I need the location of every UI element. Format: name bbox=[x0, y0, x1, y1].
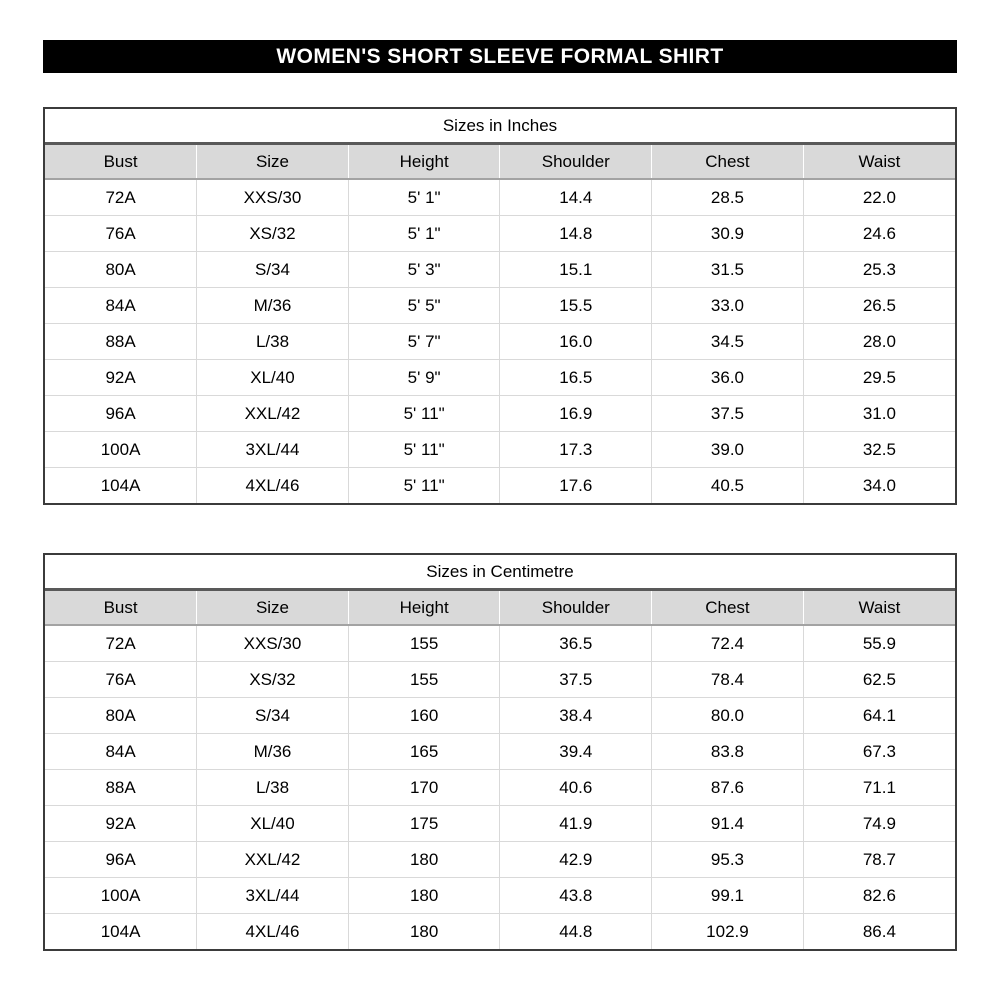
table-row bbox=[45, 662, 955, 698]
column-header-height: Height bbox=[348, 144, 500, 180]
table-row bbox=[45, 288, 955, 324]
table-cell-shoulder: 42.9 bbox=[500, 842, 652, 878]
table-row bbox=[45, 734, 955, 770]
table-cell-size: XL/40 bbox=[197, 806, 349, 842]
table-cell-height: 5' 1" bbox=[348, 179, 500, 216]
table-cell-bust: 104A bbox=[45, 468, 197, 504]
table-cell-shoulder: 15.1 bbox=[500, 252, 652, 288]
table-row bbox=[45, 432, 955, 468]
table-cell-height: 5' 1" bbox=[348, 216, 500, 252]
table-cell-bust: 72A bbox=[45, 625, 197, 662]
table-cell-size: XS/32 bbox=[197, 216, 349, 252]
table-cell-chest: 80.0 bbox=[652, 698, 804, 734]
table-cell-height: 5' 9" bbox=[348, 360, 500, 396]
table-cell-shoulder: 39.4 bbox=[500, 734, 652, 770]
table-cell-chest: 83.8 bbox=[652, 734, 804, 770]
column-header-waist: Waist bbox=[803, 590, 955, 626]
table-cell-chest: 31.5 bbox=[652, 252, 804, 288]
table-cell-height: 180 bbox=[348, 914, 500, 950]
table-cell-size: M/36 bbox=[197, 734, 349, 770]
table-cell-waist: 86.4 bbox=[803, 914, 955, 950]
table-cell-waist: 28.0 bbox=[803, 324, 955, 360]
column-header-shoulder: Shoulder bbox=[500, 590, 652, 626]
table-cell-size: XS/32 bbox=[197, 662, 349, 698]
inches-table-body bbox=[45, 179, 955, 503]
table-cell-bust: 96A bbox=[45, 842, 197, 878]
table-cell-chest: 36.0 bbox=[652, 360, 804, 396]
table-row bbox=[45, 842, 955, 878]
table-cell-bust: 76A bbox=[45, 662, 197, 698]
table-cell-shoulder: 17.6 bbox=[500, 468, 652, 504]
table-cell-bust: 96A bbox=[45, 396, 197, 432]
table-cell-chest: 99.1 bbox=[652, 878, 804, 914]
table-cell-chest: 102.9 bbox=[652, 914, 804, 950]
table-cell-bust: 84A bbox=[45, 734, 197, 770]
column-header-height: Height bbox=[348, 590, 500, 626]
table-title-row bbox=[45, 555, 955, 590]
table-cell-waist: 32.5 bbox=[803, 432, 955, 468]
table-cell-size: 4XL/46 bbox=[197, 914, 349, 950]
table-cell-height: 180 bbox=[348, 842, 500, 878]
table-title: Sizes in Centimetre bbox=[45, 555, 955, 590]
table-cell-waist: 25.3 bbox=[803, 252, 955, 288]
table-cell-size: XXS/30 bbox=[197, 179, 349, 216]
table-cell-waist: 64.1 bbox=[803, 698, 955, 734]
size-table-centimetre bbox=[43, 553, 957, 951]
size-chart-page bbox=[0, 40, 1000, 1000]
column-header-size: Size bbox=[197, 590, 349, 626]
table-row bbox=[45, 179, 955, 216]
table-row bbox=[45, 914, 955, 950]
table-row bbox=[45, 625, 955, 662]
table-cell-bust: 84A bbox=[45, 288, 197, 324]
table-cell-chest: 30.9 bbox=[652, 216, 804, 252]
table-cell-waist: 24.6 bbox=[803, 216, 955, 252]
table-cell-size: L/38 bbox=[197, 770, 349, 806]
column-header-size: Size bbox=[197, 144, 349, 180]
column-header-chest: Chest bbox=[652, 590, 804, 626]
table-cell-chest: 33.0 bbox=[652, 288, 804, 324]
centimetre-table bbox=[45, 555, 955, 949]
table-row bbox=[45, 396, 955, 432]
table-cell-size: 3XL/44 bbox=[197, 878, 349, 914]
table-cell-size: S/34 bbox=[197, 698, 349, 734]
table-cell-waist: 74.9 bbox=[803, 806, 955, 842]
table-cell-size: 4XL/46 bbox=[197, 468, 349, 504]
table-cell-bust: 104A bbox=[45, 914, 197, 950]
table-row bbox=[45, 878, 955, 914]
table-row bbox=[45, 770, 955, 806]
table-cell-chest: 34.5 bbox=[652, 324, 804, 360]
table-cell-chest: 78.4 bbox=[652, 662, 804, 698]
column-header-row bbox=[45, 590, 955, 626]
table-row bbox=[45, 468, 955, 504]
table-cell-height: 165 bbox=[348, 734, 500, 770]
table-cell-chest: 37.5 bbox=[652, 396, 804, 432]
table-cell-bust: 88A bbox=[45, 324, 197, 360]
table-cell-chest: 39.0 bbox=[652, 432, 804, 468]
table-cell-waist: 26.5 bbox=[803, 288, 955, 324]
table-cell-waist: 62.5 bbox=[803, 662, 955, 698]
table-title-row bbox=[45, 109, 955, 144]
table-cell-waist: 71.1 bbox=[803, 770, 955, 806]
table-cell-chest: 40.5 bbox=[652, 468, 804, 504]
table-cell-waist: 82.6 bbox=[803, 878, 955, 914]
table-cell-shoulder: 16.5 bbox=[500, 360, 652, 396]
table-cell-size: 3XL/44 bbox=[197, 432, 349, 468]
table-cell-waist: 34.0 bbox=[803, 468, 955, 504]
table-cell-shoulder: 40.6 bbox=[500, 770, 652, 806]
table-cell-height: 5' 11" bbox=[348, 468, 500, 504]
table-row bbox=[45, 324, 955, 360]
table-cell-height: 170 bbox=[348, 770, 500, 806]
table-cell-height: 155 bbox=[348, 662, 500, 698]
table-cell-chest: 91.4 bbox=[652, 806, 804, 842]
centimetre-table-body bbox=[45, 625, 955, 949]
table-cell-waist: 55.9 bbox=[803, 625, 955, 662]
table-cell-bust: 80A bbox=[45, 698, 197, 734]
table-cell-shoulder: 16.0 bbox=[500, 324, 652, 360]
table-cell-shoulder: 44.8 bbox=[500, 914, 652, 950]
column-header-row bbox=[45, 144, 955, 180]
table-cell-bust: 72A bbox=[45, 179, 197, 216]
table-cell-waist: 78.7 bbox=[803, 842, 955, 878]
table-row bbox=[45, 698, 955, 734]
table-cell-chest: 95.3 bbox=[652, 842, 804, 878]
table-cell-shoulder: 16.9 bbox=[500, 396, 652, 432]
column-header-waist: Waist bbox=[803, 144, 955, 180]
table-cell-bust: 100A bbox=[45, 878, 197, 914]
table-cell-shoulder: 37.5 bbox=[500, 662, 652, 698]
column-header-bust: Bust bbox=[45, 590, 197, 626]
table-cell-shoulder: 41.9 bbox=[500, 806, 652, 842]
table-title: Sizes in Inches bbox=[45, 109, 955, 144]
table-cell-height: 5' 5" bbox=[348, 288, 500, 324]
column-header-shoulder: Shoulder bbox=[500, 144, 652, 180]
table-cell-size: S/34 bbox=[197, 252, 349, 288]
table-cell-shoulder: 43.8 bbox=[500, 878, 652, 914]
table-cell-shoulder: 36.5 bbox=[500, 625, 652, 662]
table-cell-size: XL/40 bbox=[197, 360, 349, 396]
table-cell-height: 160 bbox=[348, 698, 500, 734]
table-cell-size: L/38 bbox=[197, 324, 349, 360]
table-cell-shoulder: 14.4 bbox=[500, 179, 652, 216]
table-cell-waist: 67.3 bbox=[803, 734, 955, 770]
table-cell-chest: 87.6 bbox=[652, 770, 804, 806]
table-cell-height: 175 bbox=[348, 806, 500, 842]
table-cell-waist: 31.0 bbox=[803, 396, 955, 432]
table-cell-height: 155 bbox=[348, 625, 500, 662]
table-cell-size: XXS/30 bbox=[197, 625, 349, 662]
inches-table bbox=[45, 109, 955, 503]
table-row bbox=[45, 252, 955, 288]
table-cell-height: 5' 3" bbox=[348, 252, 500, 288]
table-cell-bust: 100A bbox=[45, 432, 197, 468]
table-row bbox=[45, 216, 955, 252]
table-cell-height: 5' 11" bbox=[348, 396, 500, 432]
table-cell-bust: 76A bbox=[45, 216, 197, 252]
table-cell-bust: 92A bbox=[45, 806, 197, 842]
size-table-inches bbox=[43, 107, 957, 505]
table-cell-chest: 28.5 bbox=[652, 179, 804, 216]
product-title-banner bbox=[43, 40, 957, 73]
table-cell-size: XXL/42 bbox=[197, 842, 349, 878]
table-cell-chest: 72.4 bbox=[652, 625, 804, 662]
column-header-bust: Bust bbox=[45, 144, 197, 180]
table-row bbox=[45, 360, 955, 396]
table-cell-waist: 22.0 bbox=[803, 179, 955, 216]
table-cell-height: 5' 7" bbox=[348, 324, 500, 360]
table-cell-bust: 88A bbox=[45, 770, 197, 806]
table-cell-size: M/36 bbox=[197, 288, 349, 324]
table-row bbox=[45, 806, 955, 842]
column-header-chest: Chest bbox=[652, 144, 804, 180]
table-cell-height: 5' 11" bbox=[348, 432, 500, 468]
product-title: WOMEN'S SHORT SLEEVE FORMAL SHIRT bbox=[276, 44, 724, 68]
table-cell-shoulder: 15.5 bbox=[500, 288, 652, 324]
table-cell-bust: 80A bbox=[45, 252, 197, 288]
table-cell-bust: 92A bbox=[45, 360, 197, 396]
table-cell-shoulder: 38.4 bbox=[500, 698, 652, 734]
table-cell-size: XXL/42 bbox=[197, 396, 349, 432]
table-cell-height: 180 bbox=[348, 878, 500, 914]
table-cell-shoulder: 17.3 bbox=[500, 432, 652, 468]
table-cell-waist: 29.5 bbox=[803, 360, 955, 396]
table-cell-shoulder: 14.8 bbox=[500, 216, 652, 252]
